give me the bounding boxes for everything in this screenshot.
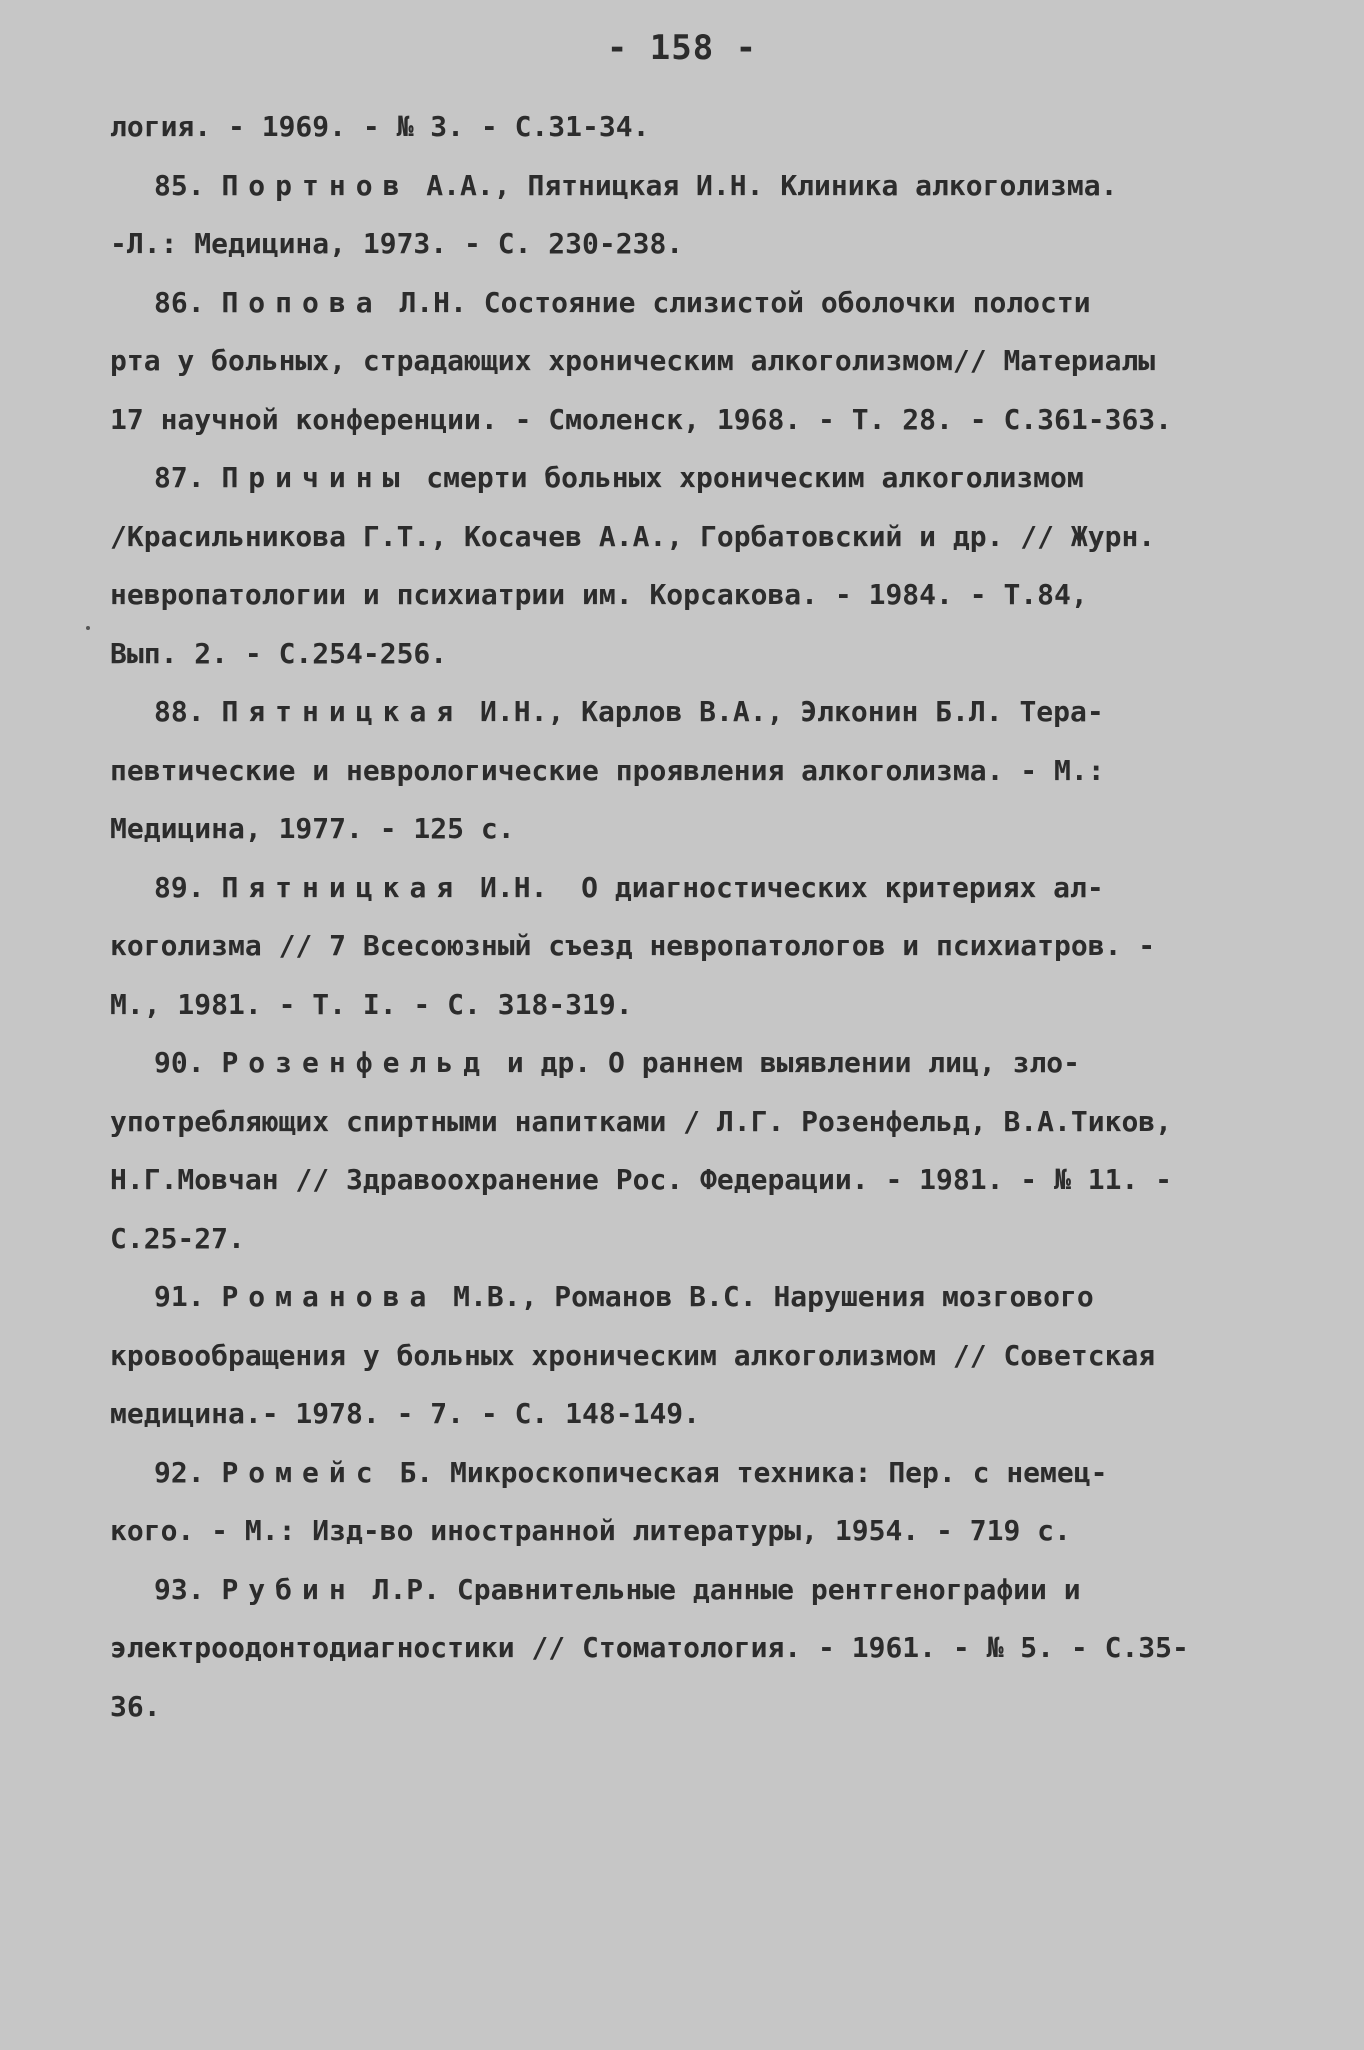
reference-entry-89 xyxy=(110,859,1270,1035)
reference-line xyxy=(110,274,1270,333)
entry-number: 87. xyxy=(154,461,222,494)
entry-number: 86. xyxy=(154,285,222,319)
reference-line: 36. xyxy=(110,1689,161,1723)
reference-entry-cont xyxy=(110,98,1270,157)
entry-number: 85. xyxy=(154,168,222,202)
reference-line xyxy=(110,1561,1270,1620)
entry-number: 90. xyxy=(154,1046,222,1079)
entry-text: А.А., Пятницкая И.Н. Клиника алкоголизма. xyxy=(409,168,1118,202)
ink-smudge xyxy=(86,626,90,630)
reference-entry-90 xyxy=(110,1034,1270,1268)
reference-line: коголизма // 7 Всесоюзный съезд невропатологов и психиатров. - xyxy=(110,929,1156,962)
reference-line xyxy=(110,1268,1270,1327)
reference-line xyxy=(110,859,1270,918)
reference-list xyxy=(110,98,1270,1736)
spaced-author-name: Причины xyxy=(221,461,410,494)
reference-line: певтические и неврологические проявления алкоголизма. - М.: xyxy=(110,753,1105,787)
spaced-author-name: Пятницкая xyxy=(221,870,464,904)
spaced-author-name: Портнов xyxy=(221,168,410,202)
entry-number: 93. xyxy=(154,1572,222,1606)
reference-line: рта у больных, страдающих хроническим алкоголизмом// Материалы xyxy=(110,344,1156,377)
spaced-author-name: Романова xyxy=(221,1280,437,1313)
entry-text: Б. Микроскопическая техника: Пер. с немец- xyxy=(382,1455,1108,1489)
reference-line: -Л.: Медицина, 1973. - С. 230-238. xyxy=(110,227,684,260)
spaced-author-name: Розенфельд xyxy=(221,1046,491,1079)
spaced-author-name: Рубин xyxy=(221,1572,356,1606)
reference-line: логия. - 1969. - № 3. - С.31-34. xyxy=(110,110,650,143)
spaced-author-name: Ромейс xyxy=(221,1455,383,1489)
entry-text: Л.Н. Состояние слизистой оболочки полости xyxy=(382,285,1091,319)
entry-text: И.Н., Карлов В.А., Элконин Б.Л. Тера- xyxy=(463,695,1104,728)
reference-line: 17 научной конференции. - Смоленск, 1968. - Т. 28. - С.361-363. xyxy=(110,402,1173,436)
reference-entry-92 xyxy=(110,1444,1270,1561)
reference-line: Медицина, 1977. - 125 с. xyxy=(110,812,515,845)
reference-line: медицина.- 1978. - 7. - С. 148-149. xyxy=(110,1397,701,1430)
reference-line xyxy=(110,1444,1270,1503)
reference-line: Н.Г.Мовчан // Здравоохранение Рос. Федерации. - 1981. - № 11. - xyxy=(110,1163,1173,1196)
reference-entry-91 xyxy=(110,1268,1270,1444)
entry-text: и др. О раннем выявлении лиц, зло- xyxy=(490,1046,1081,1079)
entry-text: смерти больных хроническим алкоголизмом xyxy=(409,461,1084,494)
reference-line: М., 1981. - Т. I. - С. 318-319. xyxy=(110,987,633,1021)
entry-text: Л.Р. Сравнительные данные рентгенографии и xyxy=(355,1572,1081,1606)
page-number: - 158 - xyxy=(606,28,758,68)
reference-line: С.25-27. xyxy=(110,1221,245,1255)
reference-line: /Красильникова Г.Т., Косачев А.А., Горбатовский и др. // Журн. xyxy=(110,519,1156,553)
reference-line xyxy=(110,1034,1270,1093)
reference-line: употребляющих спиртными напитками / Л.Г. Розенфельд, В.А.Тиков, xyxy=(110,1104,1173,1138)
entry-text: И.Н. О диагностических критериях ал- xyxy=(463,870,1104,904)
reference-line: Вып. 2. - С.254-256. xyxy=(110,636,448,670)
entry-number: 92. xyxy=(154,1455,222,1489)
entry-number: 89. xyxy=(154,870,222,904)
reference-entry-93 xyxy=(110,1561,1270,1737)
reference-entry-88 xyxy=(110,683,1270,859)
reference-line: электроодонтодиагностики // Стоматология. - 1961. - № 5. - С.35- xyxy=(110,1631,1189,1664)
reference-entry-86 xyxy=(110,274,1270,450)
reference-line: кровообращения у больных хроническим алкоголизмом // Советская xyxy=(110,1338,1156,1372)
reference-entry-85 xyxy=(110,157,1270,274)
entry-text: М.В., Романов В.С. Нарушения мозгового xyxy=(436,1280,1094,1313)
spaced-author-name: Попова xyxy=(221,285,383,319)
reference-line xyxy=(110,449,1270,508)
reference-line: невропатологии и психиатрии им. Корсакова. - 1984. - Т.84, xyxy=(110,578,1088,611)
reference-entry-87 xyxy=(110,449,1270,683)
reference-line: кого. - М.: Изд-во иностранной литературы, 1954. - 719 с. xyxy=(110,1514,1071,1547)
entry-number: 88. xyxy=(154,695,222,728)
entry-number: 91. xyxy=(154,1280,222,1313)
reference-line xyxy=(110,157,1270,216)
spaced-author-name: Пятницкая xyxy=(221,695,464,728)
reference-line xyxy=(110,683,1270,742)
